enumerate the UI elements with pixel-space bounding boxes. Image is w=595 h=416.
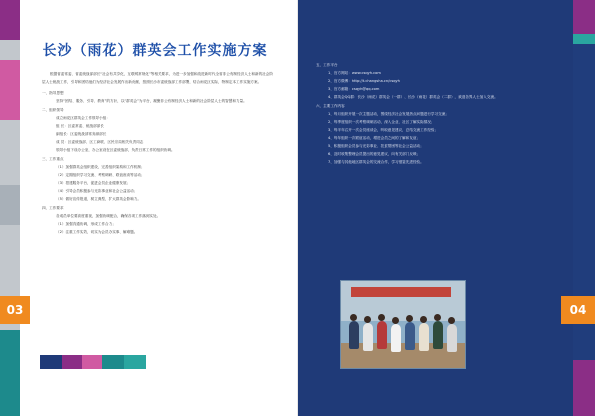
right-page [298,0,595,416]
bar-navy [40,355,62,369]
photo-person-head [364,316,371,323]
section-line: 7、加强与其他地区群英会的交流合作，学习借鉴先进经验。 [328,160,424,164]
edge-block-purple [573,0,595,34]
photo-person [391,324,401,352]
section-heading: 五、工作平台 [316,63,338,67]
photo-person-head [378,314,385,321]
section-heading: 二、组织领导 [42,108,64,112]
photo-person [447,324,457,352]
edge-block-pink [0,60,20,120]
section-line: 3、每半年召开一次会员座谈会，听取意见建议，总结交流工作经验； [328,128,439,132]
bar-pink [82,355,102,369]
right-sections [316,61,561,166]
left-edge-strip [0,0,20,416]
section-line: 领导小组下设办公室，办公室设在区委统战部，负责日常工作的组织协调。 [56,148,175,152]
section-line: （2）定期组织学习交流、考察调研、联谊座谈等活动； [56,173,145,177]
section-line: 副组长：区委统战部常务副部长 [56,132,107,136]
section-line: （1）加强沟通协调，形成工作合力； [56,222,116,226]
page-title: 长沙（雨花）群英会工作实施方案 [42,43,268,59]
edge-block-green [573,34,595,44]
section-line: 3、官方邮箱：csqyh@qq.com [328,87,380,91]
section-heading: 三、工作重点 [42,157,64,161]
right-page-number: 04 [561,296,595,324]
photo-person-head [350,314,357,321]
edge-block-grey [0,185,20,225]
bar-purple [62,355,82,369]
section-line: 1、官方网站：www.csqyh.com [328,71,381,75]
photo-person [419,323,429,351]
section-line: 成立雨花区群英会工作领导小组： [56,116,110,120]
photo-person [405,322,415,350]
event-photo [340,280,466,369]
section-line: （1）加强群英会组织建设，完善组织架构和工作机制； [56,165,145,169]
section-line: 坚持“团结、服务、引导、教育”的方针，以“群英会”为平台，凝聚非公有制经济人士和新的社会阶层人士的智慧和力量。 [56,99,247,103]
section-line: 2、官方微博：http://t.changsha.cn/csqyh [328,79,400,83]
photo-person-head [434,314,441,321]
photo-banner [351,287,451,297]
section-line: 6、及时收集整理会员提出的意见建议，向有关部门反映； [328,152,421,156]
left-page [0,0,297,416]
edge-block-teal [0,330,20,416]
section-line: （3）搭建服务平台，促进会员企业健康发展； [56,181,131,185]
section-heading: 一、指导思想 [42,91,64,95]
left-body-text [42,70,274,236]
section-heading: 六、主要工作内容 [316,104,345,108]
section-line: 5、积极组织会员参与光彩事业、扶贫帮困等社会公益活动； [328,144,424,148]
section-line: 成 员：区委统战部、区工商联、区民宗局相关负责同志 [56,140,144,144]
bar-teal [102,355,124,369]
section-line: 1、每月组织开展一次主题活动，围绕经济社会发展热点问题进行学习交流； [328,112,449,116]
photo-person-head [420,316,427,323]
edge-block-purple [0,0,20,40]
right-body-text [316,60,561,166]
section-line: 4、群英会QQ群：长沙（雨花）群英会（一群）、长沙（雨花）群英会（二群），欢迎各界人士加入交流。 [328,95,498,99]
photo-person [349,321,359,349]
photo-person [363,323,373,351]
photo-person-head [448,317,455,324]
section-line: 4、每年组织一次联谊活动，增进会员之间的了解和友谊； [328,136,421,140]
photo-person-head [392,317,399,324]
photo-person [433,321,443,349]
section-line: （5）做好宣传报道，树立典型，扩大群英会影响力。 [56,197,141,201]
section-line: 各成员单位要高度重视，加强协调配合，确保各项工作落到实处。 [56,214,161,218]
intro-paragraph: 根据省委常委、省委统战部部长“社会有共享化，互联网常规化”等相关要求，为进一步加强和改进新时代全省非公有制经济人士和新的社会阶层人士统战工作，引导和团结他们为经济社会发展作出新贡献，按照长沙市委统战部工作部署，结合雨花区实际，特制定本工作实施方案。 [42,72,273,84]
section-line: （2）注重工作实效，切实为会员办实事、解难题。 [56,230,138,234]
photo-person [377,321,387,349]
left-sections [42,89,274,236]
edge-block-purple-bottom [573,360,595,416]
photo-person-head [406,315,413,322]
section-line: 组 长：区委常委、统战部部长 [56,124,104,128]
section-line: 2、每季度组织一次考察调研活动，深入企业、社区了解实际情况； [328,120,435,124]
left-page-number: 03 [0,296,30,324]
section-heading: 四、工作要求 [42,206,64,210]
section-line: （4）引导会员积极参与光彩事业和社会公益活动； [56,189,138,193]
right-edge-strip [573,0,595,416]
bar-green [124,355,146,369]
